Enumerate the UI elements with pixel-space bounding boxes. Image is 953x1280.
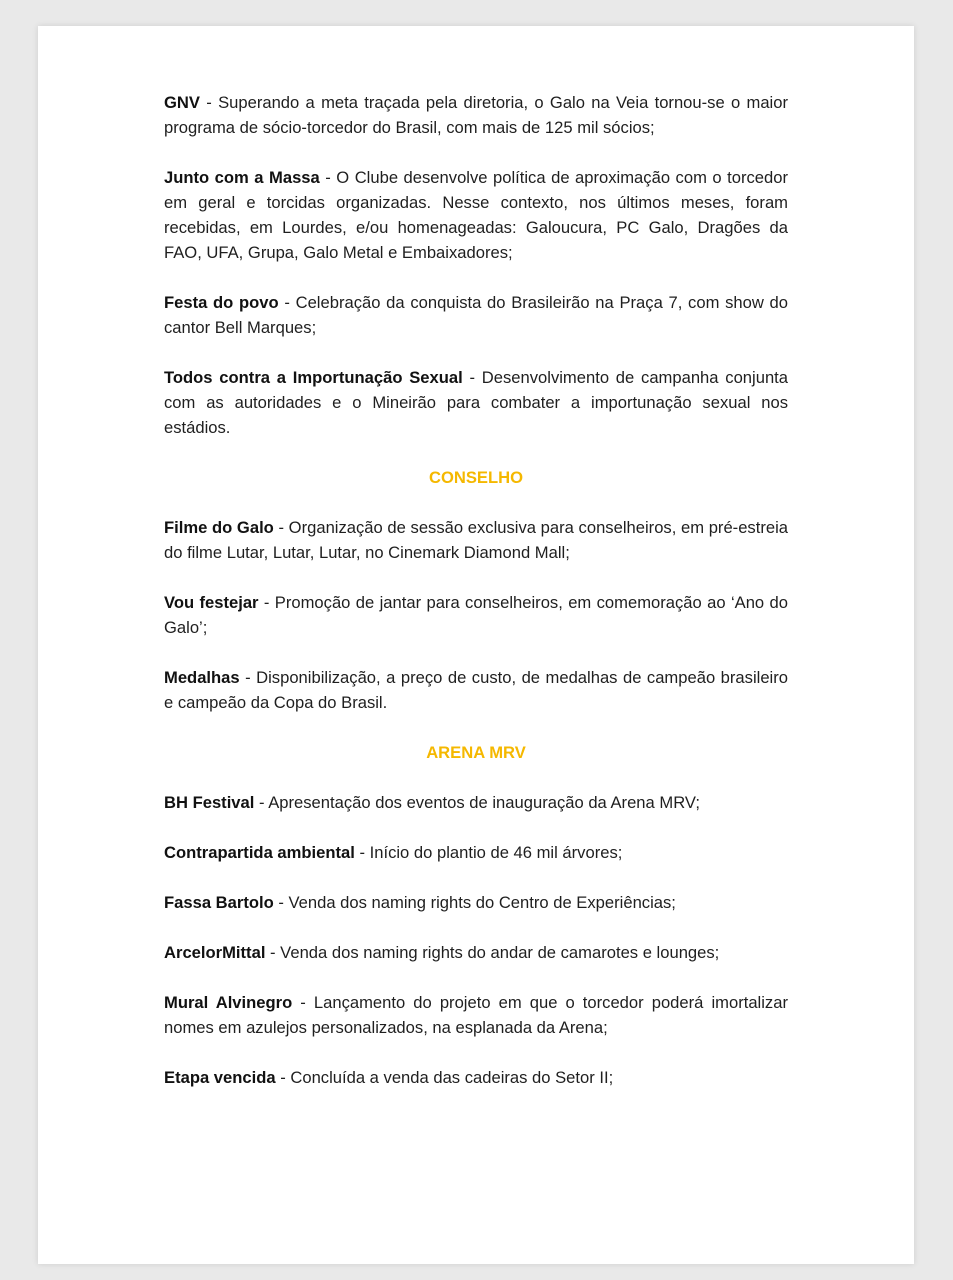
- section-title-conselho: CONSELHO: [428, 468, 524, 487]
- paragraph-title: Junto com a Massa: [164, 168, 320, 187]
- paragraph-text: - Celebração da conquista do Brasileirão na Praça 7, com show do cantor Bell Marques;: [164, 293, 788, 337]
- document-page: [38, 26, 914, 1264]
- paragraph-filme-do-galo: [164, 515, 788, 565]
- paragraph-text: - O Clube desenvolve política de aproximação com o torcedor em geral e torcidas organizadas. Nesse contexto, nos últimos meses, foram recebidas, em Lourdes, e/ou homenageadas: Galoucura, PC Galo, Dragões da FAO, UFA, Grupa, Galo Metal e Embaixadores;: [164, 168, 788, 262]
- paragraph-text: - Organização de sessão exclusiva para conselheiros, em pré-estreia do filme Lutar, Lutar, Lutar, no Cinemark Diamond Mall;: [164, 518, 789, 562]
- paragraph-arcelormittal: [164, 940, 788, 965]
- paragraph-text: - Início do plantio de 46 mil árvores;: [354, 843, 623, 862]
- paragraph-title: Etapa vencida: [164, 1068, 276, 1087]
- paragraph-text: - Desenvolvimento de campanha conjunta com as autoridades e o Mineirão para combater a importunação sexual nos estádios.: [164, 368, 789, 437]
- paragraph-text: - Venda dos naming rights do andar de camarotes e lounges;: [265, 943, 720, 962]
- paragraph-title: Filme do Galo: [164, 518, 274, 537]
- paragraph-title: Todos contra a Importunação Sexual: [164, 368, 463, 387]
- paragraph-festa-do-povo: [164, 290, 788, 340]
- paragraph-text: - Venda dos naming rights do Centro de Experiências;: [273, 893, 676, 912]
- paragraph-medalhas: [164, 665, 788, 715]
- paragraph-junto-com-a-massa: [164, 165, 788, 265]
- paragraph-title: ArcelorMittal: [164, 943, 266, 962]
- paragraph-text: - Apresentação dos eventos de inauguração da Arena MRV;: [254, 793, 700, 812]
- paragraph-title: Festa do povo: [164, 293, 279, 312]
- paragraph-fassa-bartolo: [164, 890, 788, 915]
- paragraph-gnv: [164, 90, 788, 140]
- paragraph-vou-festejar: [164, 590, 788, 640]
- paragraph-contrapartida-ambiental: [164, 840, 788, 865]
- paragraph-title: BH Festival: [164, 793, 255, 812]
- paragraph-title: Contrapartida ambiental: [164, 843, 355, 862]
- document-content: [164, 90, 788, 1115]
- paragraph-title: Fassa Bartolo: [164, 893, 274, 912]
- paragraph-title: GNV: [164, 93, 200, 112]
- section-title-arena-mrv: ARENA MRV: [426, 743, 526, 762]
- paragraph-text: - Disponibilização, a preço de custo, de medalhas de campeão brasileiro e campeão da Copa do Brasil.: [164, 668, 788, 712]
- paragraph-text: - Lançamento do projeto em que o torcedor poderá imortalizar nomes em azulejos personalizados, na esplanada da Arena;: [164, 993, 788, 1037]
- paragraph-text: - Promoção de jantar para conselheiros, em comemoração ao ‘Ano do Galo’;: [164, 593, 788, 637]
- paragraph-todos-contra-importunacao: [164, 365, 788, 440]
- paragraph-etapa-vencida: [164, 1065, 788, 1090]
- paragraph-mural-alvinegro: [164, 990, 788, 1040]
- paragraph-title: Medalhas: [164, 668, 240, 687]
- paragraph-title: Mural Alvinegro: [164, 993, 293, 1012]
- paragraph-title: Vou festejar: [164, 593, 259, 612]
- paragraph-bh-festival: [164, 790, 788, 815]
- paragraph-text: - Superando a meta traçada pela diretoria, o Galo na Veia tornou-se o maior programa de sócio-torcedor do Brasil, com mais de 125 mil sócios;: [164, 93, 788, 137]
- paragraph-text: - Concluída a venda das cadeiras do Setor II;: [275, 1068, 614, 1087]
